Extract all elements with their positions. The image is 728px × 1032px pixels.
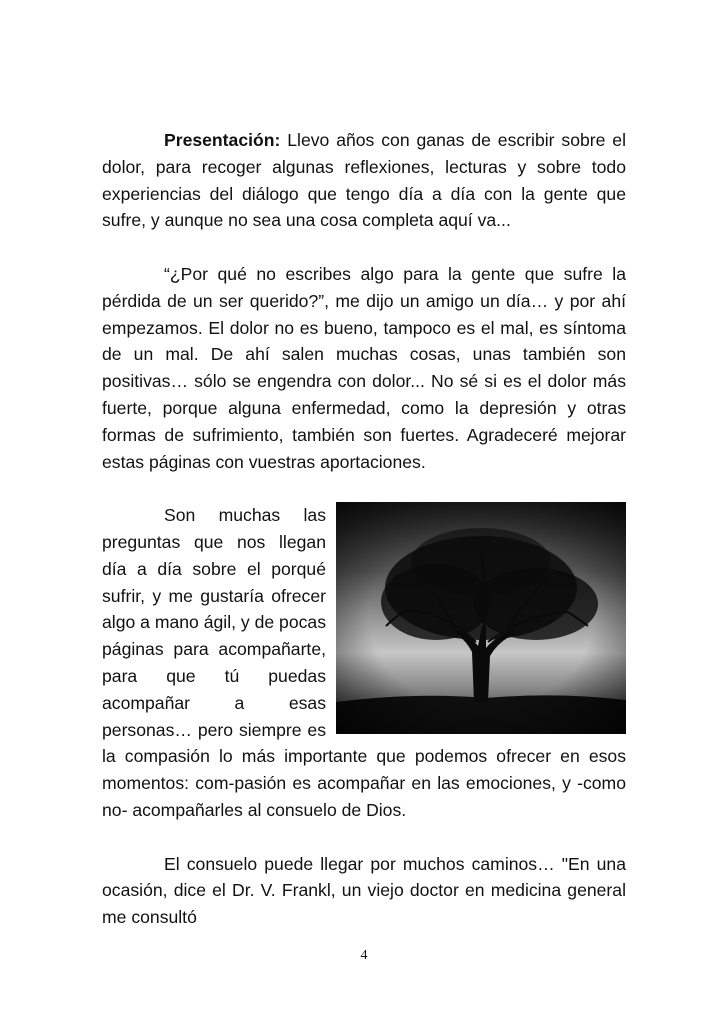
page-body (102, 127, 626, 931)
page-number: 4 (360, 948, 368, 963)
paragraph-gap (102, 824, 626, 851)
paragraph-presentation (102, 127, 626, 234)
paragraph-question: “¿Por qué no escribes algo para la gente que sufre la pérdida de un ser querido?”, me dijo un amigo un día… y por ahí empezamos. El dolor no es bueno, tampoco es el mal, es síntoma de un mal. De ahí salen muchas cosas, unas también son positivas… sólo se engendra con dolor... No sé si es el dolor más fuerte, porque alguna enfermedad, como la depresión y otras formas de sufrimiento, también son fuertes. Agradeceré mejorar estas páginas con vuestras aportaciones. (102, 263, 626, 472)
tree-photo (336, 502, 626, 734)
paragraph-gap (102, 234, 626, 261)
paragraph-questions (102, 502, 626, 824)
paragraph-text: Llevo años con ganas de escribir sobre el dolor, para recoger algunas reflexiones, lecturas y sobre todo experiencias del diálogo que tengo día a día con la gente que sufre, y aunque no sea una cosa completa aquí va... (102, 130, 626, 231)
paragraph-consolation: El consuelo puede llegar por muchos caminos… "En una ocasión, dice el Dr. V. Frankl, un viejo doctor en medicina general me consultó (102, 853, 626, 928)
paragraph-gap (102, 475, 626, 502)
section-heading: Presentación: (164, 130, 281, 150)
paragraph-text: Son muchas las preguntas que nos llegan día a día sobre el porqué sufrir, y me gustaría ofrecer algo a mano ágil, y de pocas páginas para acompañarte, para que tú puedas acompañar a esas personas… pero siempre es la compasión lo más importante que podemos ofrecer en esos momentos: com-pasión es acompañar en las emociones, y -como no- acompañarles al consuelo de Dios. (102, 505, 626, 820)
